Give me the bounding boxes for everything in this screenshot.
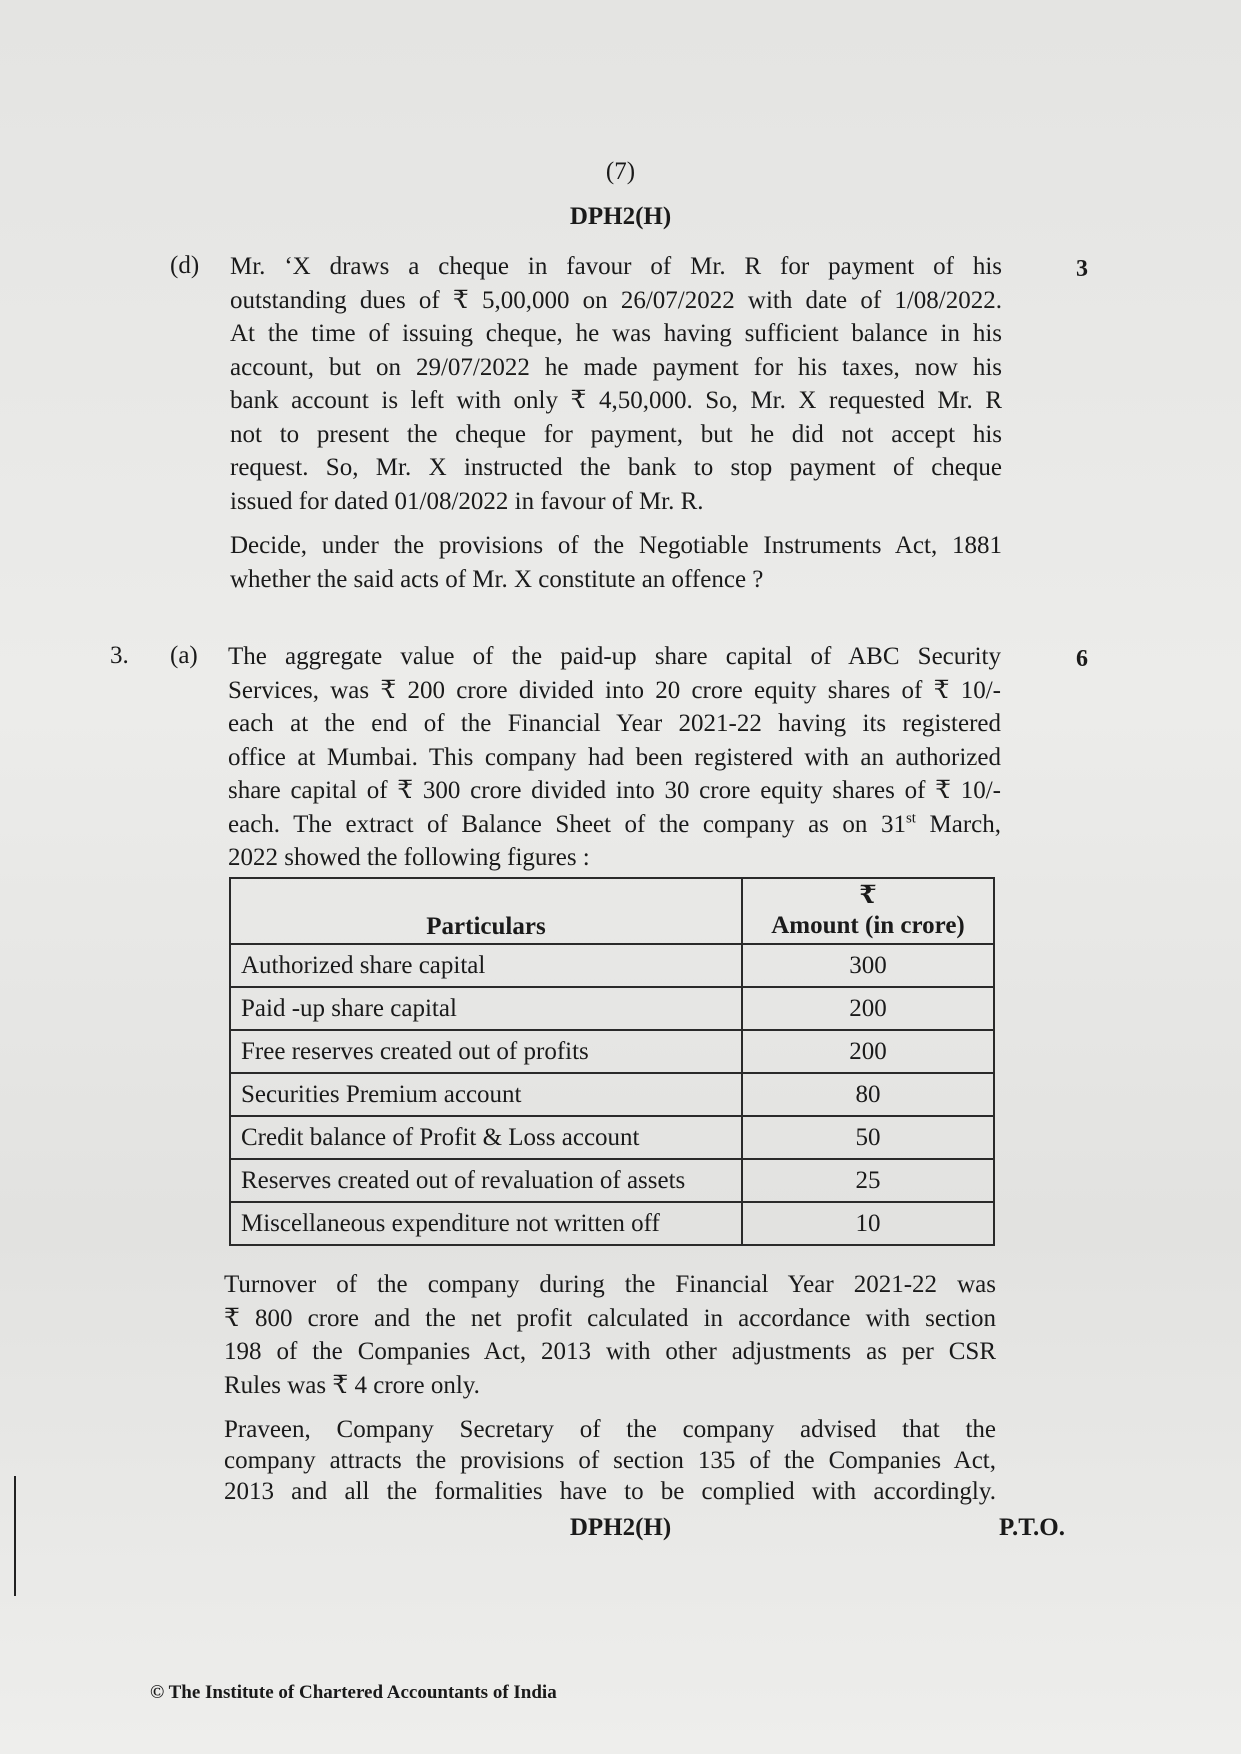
copyright-notice: © The Institute of Chartered Accountants of India: [150, 1682, 557, 1703]
praveen-line: 2013 and all the formalities have to be complied with accordingly.: [224, 1478, 996, 1505]
turnover-line: ₹ 800 crore and the net profit calculated in accordance with section: [224, 1304, 996, 1332]
turnover-line: Rules was ₹ 4 crore only.: [224, 1371, 480, 1399]
paper-code-header: DPH2(H): [569, 203, 672, 230]
row-particulars: Reserves created out of revaluation of assets: [230, 1159, 742, 1202]
row-particulars: Credit balance of Profit & Loss account: [230, 1116, 742, 1159]
page-number: (7): [605, 158, 636, 185]
q2d-line: At the time of issuing cheque, he was having sufficient balance in his: [230, 320, 1002, 347]
q3a-line6-pre: each. The extract of Balance Sheet of the company as on 31: [228, 810, 906, 838]
row-particulars: Paid -up share capital: [230, 987, 742, 1030]
balance-sheet-table: [229, 877, 995, 1246]
q2d-decide-line: Decide, under the provisions of the Negotiable Instruments Act, 1881: [230, 532, 1002, 559]
table-header-row: [230, 878, 994, 944]
q3a-line6-post: March,: [915, 810, 1001, 838]
table-row: [230, 1116, 994, 1159]
question-3-number: 3.: [110, 642, 129, 669]
q3a-line: [228, 808, 1001, 842]
turnover-line: 198 of the Companies Act, 2013 with other adjustments as per CSR: [224, 1338, 996, 1365]
question-3a-turnover: [224, 1268, 996, 1402]
table-row: [230, 1202, 994, 1245]
row-amount: 50: [742, 1116, 994, 1159]
header-amount-label: Amount (in crore): [771, 912, 965, 939]
question-3a-marks: 6: [1076, 646, 1088, 672]
rupee-symbol: ₹: [859, 882, 877, 909]
turnover-line: Turnover of the company during the Financial Year 2021-22 was: [224, 1271, 996, 1298]
question-3a-label: (a): [170, 642, 198, 669]
q2d-line: Mr. ‘X draws a cheque in favour of Mr. R for payment of his: [230, 253, 1002, 280]
q2d-line: outstanding dues of ₹ 5,00,000 on 26/07/2022 with date of 1/08/2022.: [230, 286, 1002, 314]
row-particulars: Authorized share capital: [230, 944, 742, 987]
question-2d-marks: 3: [1076, 256, 1088, 282]
row-particulars: Miscellaneous expenditure not written off: [230, 1202, 742, 1245]
q3a-line: each at the end of the Financial Year 2021-22 having its registered: [228, 710, 1001, 737]
q2d-decide-line: whether the said acts of Mr. X constitute an offence ?: [230, 565, 764, 593]
row-amount: 10: [742, 1202, 994, 1245]
q3a-line: Services, was ₹ 200 crore divided into 20 crore equity shares of ₹ 10/-: [228, 676, 1001, 704]
row-particulars: Free reserves created out of profits: [230, 1030, 742, 1073]
paper-code-footer: DPH2(H): [569, 1514, 672, 1541]
question-2d-decide: [230, 529, 1002, 596]
row-particulars: Securities Premium account: [230, 1073, 742, 1116]
q2d-line: account, but on 29/07/2022 he made payment for his taxes, now his: [230, 353, 1002, 381]
table-row: [230, 1159, 994, 1202]
q2d-line: request. So, Mr. X instructed the bank to stop payment of cheque: [230, 454, 1002, 481]
q3a-line: share capital of ₹ 300 crore divided into 30 crore equity shares of ₹ 10/-: [228, 777, 1001, 804]
table-row: [230, 987, 994, 1030]
q3a-line: The aggregate value of the paid-up share capital of ABC Security: [228, 643, 1001, 670]
row-amount: 200: [742, 1030, 994, 1073]
q2d-line: bank account is left with only ₹ 4,50,000. So, Mr. X requested Mr. R: [230, 387, 1002, 414]
table-row: [230, 944, 994, 987]
row-amount: 200: [742, 987, 994, 1030]
q3a-line: office at Mumbai. This company had been registered with an authorized: [228, 743, 1001, 771]
superscript-st: st: [905, 810, 916, 827]
please-turn-over: P.T.O.: [999, 1514, 1065, 1541]
table-row: [230, 1030, 994, 1073]
question-3a-text: [228, 640, 1001, 875]
row-amount: 300: [742, 944, 994, 987]
praveen-line: company attracts the provisions of section 135 of the Companies Act,: [224, 1447, 996, 1474]
question-3a-praveen: [224, 1414, 996, 1507]
question-2d-text: [230, 250, 1002, 518]
row-amount: 25: [742, 1159, 994, 1202]
margin-line: [14, 1476, 16, 1596]
header-particulars: Particulars: [230, 878, 742, 944]
header-amount: [742, 878, 994, 944]
praveen-line: Praveen, Company Secretary of the company advised that the: [224, 1416, 996, 1443]
q3a-line: 2022 showed the following figures :: [228, 844, 590, 871]
q2d-line: not to present the cheque for payment, but he did not accept his: [230, 420, 1002, 448]
q2d-line: issued for dated 01/08/2022 in favour of Mr. R.: [230, 487, 704, 515]
question-2d-label: (d): [170, 252, 200, 279]
row-amount: 80: [742, 1073, 994, 1116]
table-row: [230, 1073, 994, 1116]
